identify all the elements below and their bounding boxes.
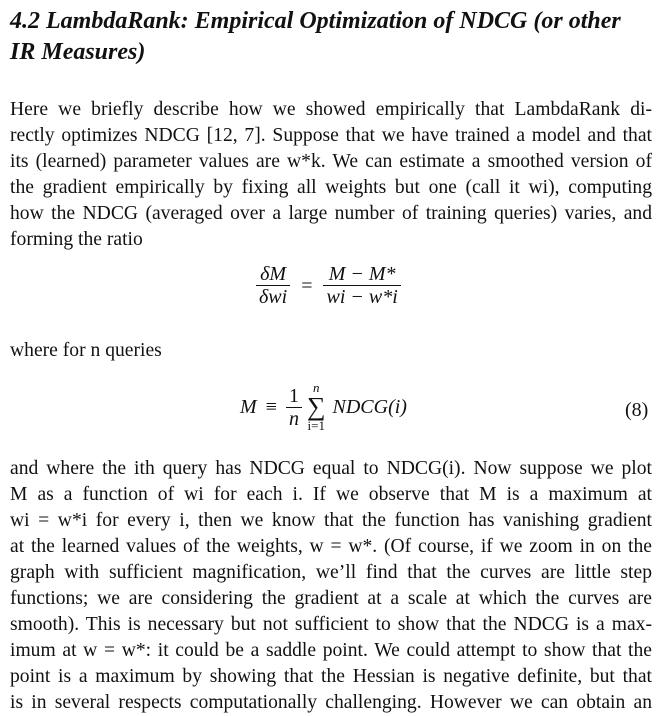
equals-sign: =	[301, 274, 313, 297]
text-line: at the learned values of the weights, w = w*. (Of course, if we zoom in on the	[10, 536, 652, 557]
text-line: graph with sufficient magnification, we’ll find that the curves are little step	[10, 562, 652, 583]
text-line: the gradient empirically by fixing all weights but one (call it wi), computing	[10, 177, 652, 198]
rhs-numerator: M − M*	[328, 263, 396, 285]
text-line: Here we briefly describe how we showed empirically that LambdaRank di-	[10, 99, 652, 120]
fraction-denominator: n	[288, 407, 299, 430]
equiv-sign: ≡	[265, 396, 277, 418]
text-line: smooth). This is necessary but not sufficient to show that the NDCG is a max-	[10, 614, 652, 635]
text-line: forming the ratio	[10, 229, 143, 250]
text-line: rectly optimizes NDCG [12, 7]. Suppose that we have trained a model and that	[10, 125, 652, 146]
lhs-fraction	[256, 263, 290, 308]
rhs-fraction	[323, 263, 400, 308]
eq-lhs: M	[240, 396, 257, 418]
heading-line-1: 4.2 LambdaRank: Empirical Optimization of NDCG (or other	[10, 8, 621, 34]
heading-line-2: IR Measures)	[10, 39, 146, 65]
sum-lower-limit: i=1	[307, 418, 325, 433]
equation-mean-ndcg	[240, 381, 407, 433]
mean-fraction	[286, 385, 302, 430]
sum-term: NDCG(i)	[332, 396, 407, 418]
text-line: is in several respects computationally challenging. However we can obtain an	[10, 692, 652, 713]
text-line: wi = w*i for every i, then we know that the function has vanishing gradient	[10, 510, 652, 531]
lhs-denominator: δwi	[259, 286, 288, 308]
text-line: its (learned) parameter values are w*k. We can estimate a smoothed version of	[10, 151, 652, 172]
sum-upper-limit: n	[312, 380, 320, 395]
rhs-denominator: wi − w*i	[326, 286, 398, 308]
text-line: M as a function of wi for each i. If we observe that M is a maximum at	[10, 484, 652, 505]
sum-symbol: ∑	[306, 392, 326, 421]
equation-ratio	[256, 263, 401, 308]
fraction-numerator: 1	[288, 384, 299, 407]
text-line: point is a maximum by showing that the Hessian is negative definite, but that	[10, 666, 652, 687]
text-line: where for n queries	[10, 340, 162, 361]
text-line: how the NDCG (averaged over a large number of training queries) varies, and	[10, 203, 652, 224]
text-line: and where the ith query has NDCG equal to NDCG(i). Now suppose we plot	[10, 458, 652, 479]
text-line: imum at w = w*: it could be a saddle point. We could attempt to show that the	[10, 640, 652, 661]
text-line: functions; we are considering the gradient at a scale at which the curves are	[10, 588, 652, 609]
lhs-numerator: δM	[260, 263, 287, 285]
equation-number: (8)	[625, 399, 649, 421]
summation	[307, 381, 326, 433]
section-heading	[10, 6, 660, 68]
